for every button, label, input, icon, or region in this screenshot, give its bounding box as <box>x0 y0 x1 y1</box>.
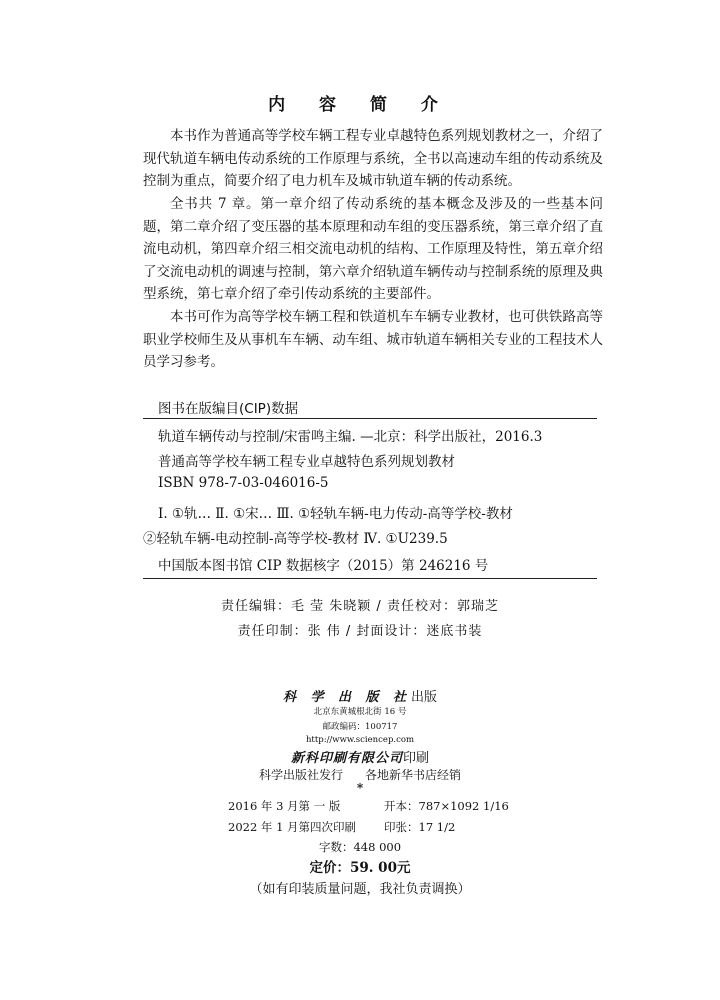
printer-name-suffix: 印刷 <box>403 751 430 766</box>
price-unit: 元 <box>396 860 411 876</box>
publisher-line <box>0 686 720 705</box>
cip-line-isbn: ISBN 978-7-03-046016-5 <box>158 475 329 491</box>
summary-paragraph-2: 全书共 7 章。第一章介绍了传动系统的基本概念及涉及的一些基本问题，第二章介绍了变压器的基本原理和动车组的变压器系统，第三章介绍了直流电动机，第四章介绍三相交流电动机的结构、工作原理及特性，第五章介绍了交流电动机的调速与控制，第六章介绍轨道车辆传动与控制系统的原理及典型系统，第七章介绍了牵引传动系统的主要部件。 <box>143 196 603 303</box>
price-label: 定价： <box>309 860 350 876</box>
publisher-name-logo: 科 学 出 版 社 <box>282 690 412 705</box>
word-count: 字数：448 000 <box>318 840 402 854</box>
credits-line-2: 责任印制：张 伟 / 封面设计：迷底书装 <box>237 624 483 639</box>
summary-paragraph-3: 本书可作为高等学校车辆工程和铁道机车车辆专业教材，也可供铁路高等职业学校师生及从事机车车辆、动车组、城市轨道车辆相关专业的工程技术人员学习参考。 <box>143 309 603 371</box>
quality-notice: （如有印装质量问题，我社负责调换） <box>249 882 471 897</box>
cip-line-classification-2: ②轻轨车辆-电动控制-高等学校-教材 Ⅳ. ①U239.5 <box>143 531 448 547</box>
cip-bottom-rule <box>143 578 597 579</box>
summary-title: 内 容 简 介 <box>268 95 452 115</box>
cip-line-classification-1: Ⅰ. ①轨… Ⅱ. ①宋… Ⅲ. ①轻轨车辆-电力传动-高等学校-教材 <box>158 506 513 522</box>
price-line <box>0 856 720 876</box>
cip-line-record-number: 中国版本图书馆 CIP 数据核字（2015）第 246216 号 <box>158 558 489 574</box>
publisher-postcode: 邮政编码：100717 <box>322 722 398 732</box>
cip-heading: 图书在版编目(CIP)数据 <box>158 401 299 417</box>
format-info: 开本：787×1092 1/16 <box>384 799 509 813</box>
separator-asterisk: * <box>356 781 364 795</box>
cip-line-title: 轨道车辆传动与控制/宋雷鸣主编. —北京：科学出版社，2016.3 <box>158 429 543 445</box>
printer-line <box>0 747 720 766</box>
cip-top-rule <box>143 418 597 419</box>
summary-paragraph-1: 本书作为普通高等学校车辆工程专业卓越特色系列规划教材之一，介绍了现代轨道车辆电传动系统的工作原理与系统，全书以高速动车组的传动系统及控制为重点，简要介绍了电力机车及城市轨道车辆的传动系统。 <box>143 128 603 190</box>
publisher-address: 北京东黄城根北街 16 号 <box>313 707 407 717</box>
printing-info: 2022 年 1 月第四次印刷 <box>228 820 357 834</box>
credits-line-1: 责任编辑：毛 莹 朱晓颖 / 责任校对：郭瑞芝 <box>221 599 499 614</box>
price-value: 59. 00 <box>350 860 397 876</box>
cip-line-series: 普通高等学校车辆工程专业卓越特色系列规划教材 <box>158 454 455 470</box>
distribution-left: 科学出版社发行 <box>258 768 343 782</box>
publisher-name-suffix: 出版 <box>411 690 438 705</box>
edition-info: 2016 年 3 月第 一 版 <box>228 799 341 813</box>
printer-name-logo: 新科印刷有限公司 <box>290 751 403 766</box>
distribution-right: 各地新华书店经销 <box>365 768 462 782</box>
publisher-url: http://www.sciencep.com <box>305 735 415 745</box>
sheets-info: 印张：17 1/2 <box>384 820 456 834</box>
